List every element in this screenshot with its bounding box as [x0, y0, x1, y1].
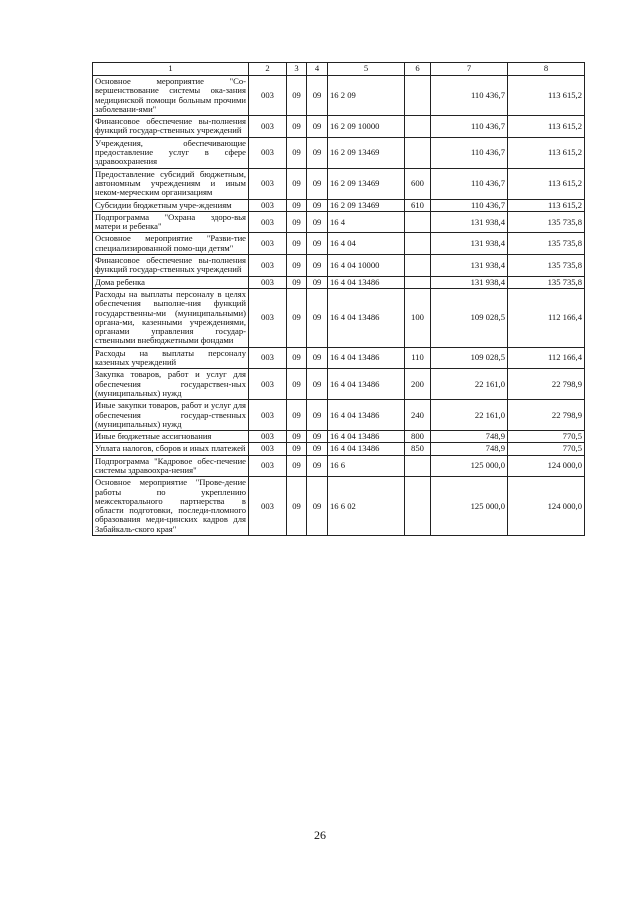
cell-expense-type	[405, 455, 431, 477]
cell-target-article: 16 4 04 13486	[328, 369, 405, 400]
cell-section: 09	[287, 400, 307, 431]
cell-amount-year-1: 110 436,7	[431, 199, 508, 211]
cell-expense-type	[405, 137, 431, 168]
cell-name: Основное мероприятие "Разви-тие специализированной помо-щи детям"	[93, 233, 249, 255]
cell-subsection: 09	[307, 76, 328, 116]
cell-target-article: 16 2 09 10000	[328, 116, 405, 138]
cell-subsection: 09	[307, 255, 328, 277]
cell-target-article: 16 4	[328, 211, 405, 233]
cell-expense-type: 200	[405, 369, 431, 400]
column-header: 6	[405, 63, 431, 76]
column-header: 8	[508, 63, 585, 76]
table-header-row	[93, 63, 585, 76]
cell-name: Уплата налогов, сборов и иных платежей	[93, 443, 249, 455]
cell-amount-year-1: 131 938,4	[431, 211, 508, 233]
cell-amount-year-2: 113 615,2	[508, 76, 585, 116]
cell-section: 09	[287, 116, 307, 138]
table-row	[93, 455, 585, 477]
cell-admin-code: 003	[249, 288, 287, 347]
cell-subsection: 09	[307, 443, 328, 455]
cell-amount-year-1: 109 028,5	[431, 288, 508, 347]
cell-name: Иные бюджетные ассигнования	[93, 431, 249, 443]
cell-name: Закупка товаров, работ и услуг для обеспечения государствен-ных (муниципальных) нужд	[93, 369, 249, 400]
cell-subsection: 09	[307, 211, 328, 233]
cell-subsection: 09	[307, 369, 328, 400]
cell-target-article: 16 6 02	[328, 477, 405, 536]
cell-target-article: 16 2 09 13469	[328, 137, 405, 168]
cell-admin-code: 003	[249, 255, 287, 277]
table-row	[93, 400, 585, 431]
cell-target-article: 16 2 09 13469	[328, 168, 405, 199]
table-row	[93, 137, 585, 168]
cell-target-article: 16 6	[328, 455, 405, 477]
cell-expense-type	[405, 233, 431, 255]
cell-subsection: 09	[307, 137, 328, 168]
cell-admin-code: 003	[249, 116, 287, 138]
cell-amount-year-1: 22 161,0	[431, 400, 508, 431]
cell-expense-type: 800	[405, 431, 431, 443]
cell-section: 09	[287, 455, 307, 477]
cell-subsection: 09	[307, 431, 328, 443]
cell-amount-year-2: 124 000,0	[508, 455, 585, 477]
cell-expense-type	[405, 276, 431, 288]
cell-admin-code: 003	[249, 347, 287, 369]
cell-amount-year-2: 113 615,2	[508, 116, 585, 138]
cell-amount-year-1: 131 938,4	[431, 255, 508, 277]
cell-name: Иные закупки товаров, работ и услуг для обеспечения государ-ственных (муниципальных) нужд	[93, 400, 249, 431]
cell-section: 09	[287, 137, 307, 168]
cell-amount-year-2: 135 735,8	[508, 255, 585, 277]
cell-section: 09	[287, 211, 307, 233]
cell-name: Подпрограмма "Охрана здоро-вья матери и ребенка"	[93, 211, 249, 233]
table-row	[93, 233, 585, 255]
cell-admin-code: 003	[249, 168, 287, 199]
table-row	[93, 477, 585, 536]
cell-section: 09	[287, 443, 307, 455]
cell-subsection: 09	[307, 199, 328, 211]
cell-target-article: 16 4 04 10000	[328, 255, 405, 277]
cell-section: 09	[287, 168, 307, 199]
cell-amount-year-1: 110 436,7	[431, 168, 508, 199]
cell-amount-year-2: 113 615,2	[508, 199, 585, 211]
cell-section: 09	[287, 276, 307, 288]
table-row	[93, 199, 585, 211]
cell-subsection: 09	[307, 400, 328, 431]
table-row	[93, 443, 585, 455]
cell-amount-year-1: 125 000,0	[431, 455, 508, 477]
cell-amount-year-1: 109 028,5	[431, 347, 508, 369]
cell-target-article: 16 2 09 13469	[328, 199, 405, 211]
cell-amount-year-2: 22 798,9	[508, 400, 585, 431]
cell-subsection: 09	[307, 477, 328, 536]
table-row	[93, 276, 585, 288]
table-row	[93, 168, 585, 199]
cell-subsection: 09	[307, 168, 328, 199]
cell-target-article: 16 4 04 13486	[328, 288, 405, 347]
cell-amount-year-2: 124 000,0	[508, 477, 585, 536]
table-row	[93, 288, 585, 347]
cell-name: Расходы на выплаты персоналу казенных учреждений	[93, 347, 249, 369]
cell-admin-code: 003	[249, 76, 287, 116]
table-body	[93, 76, 585, 536]
cell-subsection: 09	[307, 276, 328, 288]
cell-admin-code: 003	[249, 400, 287, 431]
cell-admin-code: 003	[249, 199, 287, 211]
cell-amount-year-2: 135 735,8	[508, 276, 585, 288]
cell-name: Субсидии бюджетным учре-ждениям	[93, 199, 249, 211]
cell-amount-year-2: 135 735,8	[508, 211, 585, 233]
cell-amount-year-2: 770,5	[508, 443, 585, 455]
cell-amount-year-1: 125 000,0	[431, 477, 508, 536]
cell-admin-code: 003	[249, 369, 287, 400]
cell-amount-year-2: 113 615,2	[508, 168, 585, 199]
cell-expense-type: 110	[405, 347, 431, 369]
cell-name: Основное мероприятие "Прове-дение работы по укреплению межсекторального партнерства в области подготовки, последи-пломного образования меди-цинских кадров для Забайкаль-ского края"	[93, 477, 249, 536]
cell-admin-code: 003	[249, 211, 287, 233]
cell-name: Учреждения, обеспечивающие предоставление услуг в сфере здравоохранения	[93, 137, 249, 168]
table-row	[93, 347, 585, 369]
cell-name: Подпрограмма "Кадровое обес-печение системы здравоохра-нения"	[93, 455, 249, 477]
cell-target-article: 16 4 04 13486	[328, 443, 405, 455]
cell-section: 09	[287, 288, 307, 347]
table-row	[93, 255, 585, 277]
cell-expense-type	[405, 116, 431, 138]
table-row	[93, 76, 585, 116]
table-row	[93, 211, 585, 233]
cell-subsection: 09	[307, 347, 328, 369]
cell-name: Предоставление субсидий бюджетным, автономным учреждениям и иным неком-мерческим организациям	[93, 168, 249, 199]
budget-table	[92, 62, 585, 536]
cell-subsection: 09	[307, 116, 328, 138]
cell-target-article: 16 2 09	[328, 76, 405, 116]
cell-section: 09	[287, 255, 307, 277]
cell-name: Основное мероприятие "Со-вершенствование системы ока-зания медицинской помощи больным прочими заболевани-ями"	[93, 76, 249, 116]
cell-amount-year-1: 131 938,4	[431, 233, 508, 255]
cell-name: Финансовое обеспечение вы-полнения функций государ-ственных учреждений	[93, 255, 249, 277]
column-header: 7	[431, 63, 508, 76]
cell-admin-code: 003	[249, 443, 287, 455]
cell-amount-year-1: 131 938,4	[431, 276, 508, 288]
cell-expense-type: 240	[405, 400, 431, 431]
table-row	[93, 116, 585, 138]
cell-subsection: 09	[307, 455, 328, 477]
cell-subsection: 09	[307, 288, 328, 347]
cell-section: 09	[287, 233, 307, 255]
cell-section: 09	[287, 347, 307, 369]
cell-section: 09	[287, 199, 307, 211]
column-header: 5	[328, 63, 405, 76]
cell-amount-year-2: 112 166,4	[508, 347, 585, 369]
cell-amount-year-2: 22 798,9	[508, 369, 585, 400]
cell-section: 09	[287, 431, 307, 443]
cell-target-article: 16 4 04 13486	[328, 276, 405, 288]
cell-expense-type: 850	[405, 443, 431, 455]
column-header: 1	[93, 63, 249, 76]
cell-admin-code: 003	[249, 233, 287, 255]
cell-amount-year-1: 110 436,7	[431, 116, 508, 138]
cell-target-article: 16 4 04	[328, 233, 405, 255]
cell-amount-year-2: 770,5	[508, 431, 585, 443]
cell-expense-type: 600	[405, 168, 431, 199]
column-header: 4	[307, 63, 328, 76]
cell-target-article: 16 4 04 13486	[328, 400, 405, 431]
table-row	[93, 431, 585, 443]
cell-name: Дома ребенка	[93, 276, 249, 288]
cell-amount-year-1: 110 436,7	[431, 76, 508, 116]
cell-section: 09	[287, 369, 307, 400]
cell-target-article: 16 4 04 13486	[328, 347, 405, 369]
cell-amount-year-2: 112 166,4	[508, 288, 585, 347]
cell-section: 09	[287, 477, 307, 536]
cell-admin-code: 003	[249, 276, 287, 288]
cell-amount-year-1: 22 161,0	[431, 369, 508, 400]
cell-admin-code: 003	[249, 431, 287, 443]
cell-section: 09	[287, 76, 307, 116]
cell-amount-year-1: 748,9	[431, 443, 508, 455]
cell-subsection: 09	[307, 233, 328, 255]
cell-admin-code: 003	[249, 455, 287, 477]
cell-amount-year-2: 135 735,8	[508, 233, 585, 255]
cell-name: Финансовое обеспечение вы-полнения функций государ-ственных учреждений	[93, 116, 249, 138]
cell-expense-type	[405, 477, 431, 536]
cell-amount-year-2: 113 615,2	[508, 137, 585, 168]
cell-expense-type: 610	[405, 199, 431, 211]
cell-expense-type	[405, 255, 431, 277]
column-header: 3	[287, 63, 307, 76]
cell-amount-year-1: 748,9	[431, 431, 508, 443]
cell-admin-code: 003	[249, 477, 287, 536]
cell-target-article: 16 4 04 13486	[328, 431, 405, 443]
cell-expense-type	[405, 76, 431, 116]
page-number: 26	[314, 828, 326, 842]
cell-name: Расходы на выплаты персоналу в целях обеспечения выполне-ния функций государственны-ми (муниципальными) органа-ми, казенными учреждениями, органами управления государ-ственными внебюджетными фондами	[93, 288, 249, 347]
cell-expense-type: 100	[405, 288, 431, 347]
cell-admin-code: 003	[249, 137, 287, 168]
cell-expense-type	[405, 211, 431, 233]
cell-amount-year-1: 110 436,7	[431, 137, 508, 168]
table-row	[93, 369, 585, 400]
column-header: 2	[249, 63, 287, 76]
